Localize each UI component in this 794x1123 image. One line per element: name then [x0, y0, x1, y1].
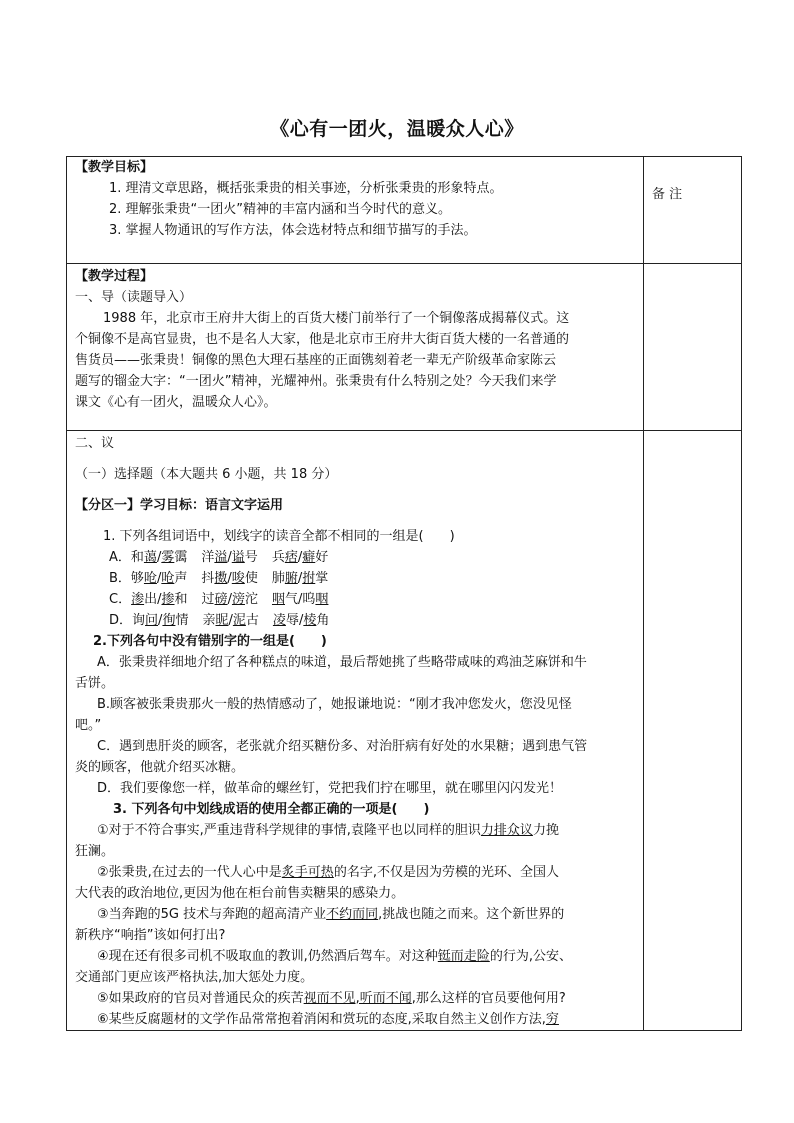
char: 掌 [315, 571, 329, 586]
char: 情 [175, 613, 189, 628]
underlined-char: 痞 [284, 550, 298, 565]
q1-option [75, 589, 639, 610]
option-letter: D． [109, 613, 133, 628]
q2-option-d: D．我们要像您一样，做革命的螺丝钉，党把我们拧在哪里，就在哪里闪闪发光！ [97, 781, 563, 796]
word-pair [273, 610, 329, 631]
char: 霭 [174, 550, 188, 565]
char: 好 [315, 550, 329, 565]
underlined-char: 谥 [231, 550, 245, 565]
intro-line: 课文《心有一团火，温暖众人心》。 [75, 395, 277, 410]
q3-sentence-5 [75, 988, 639, 1009]
text: ,那么这样的官员要他何用? [411, 991, 566, 1006]
underlined-char: 咽 [315, 592, 329, 607]
underlined-char: 蔼 [143, 550, 157, 565]
discuss-heading: 二、议 [75, 436, 115, 451]
q2-option-b: B.顾客被张秉贵那火一般的热情感动了，她报谦地说：“刚才我冲您发火，您没见怪 [97, 697, 572, 712]
word-pair [272, 547, 328, 568]
note-label: 备 注 [652, 187, 683, 202]
process-note-cell [644, 264, 742, 431]
discuss-note-cell [644, 431, 742, 1031]
option-letter: B． [109, 571, 131, 586]
char: 过 [201, 592, 215, 607]
char: 声 [174, 571, 188, 586]
underlined-idiom: 视而不见,听而不闻 [303, 991, 412, 1006]
process-sub: 一、导（读题导入） [75, 290, 193, 305]
underlined-char: 呛 [143, 571, 157, 586]
underlined-char: 磅 [214, 592, 228, 607]
q1-option [75, 610, 639, 631]
char: / [228, 613, 233, 628]
text: ②张秉贵,在过去的一代人心中是 [97, 865, 282, 880]
word-pair [131, 547, 187, 568]
underlined-idiom: 穷 [545, 1012, 559, 1027]
q3-sentence-4 [75, 946, 639, 967]
q3-sentence-6 [75, 1009, 639, 1030]
objective-item: 3. 掌握人物通讯的写作方法，体会选材特点和细节描写的手法。 [109, 223, 477, 238]
q3-sentence-4-cont: 交通部门更应该严格执法,加大惩处力度。 [75, 970, 314, 985]
word-pair [132, 610, 188, 631]
char: / [227, 571, 232, 586]
objectives-heading: 【教学目标】 [75, 160, 154, 175]
discuss-cell [67, 431, 644, 1031]
char: 辱 [285, 613, 299, 628]
process-row [67, 264, 742, 431]
text: 力挽 [532, 823, 559, 838]
char: 够 [130, 571, 144, 586]
objective-item: 2. 理解张秉贵“一团火”精神的丰富内涵和当今时代的意义。 [109, 202, 452, 217]
char: / [298, 592, 303, 607]
text: ③当奔跑的5G 技术与奔跑的超高清产业 [97, 907, 327, 922]
text: 的行为,公安、 [489, 949, 572, 964]
char: / [156, 550, 162, 565]
text: ⑥某些反腐题材的文学作品常常抱着消闲和赏玩的态度,采取自然主义创作方法, [97, 1012, 546, 1027]
q3-sentence-2-cont: 大代表的政治地位,更因为他在柜台前售卖糖果的感染力。 [75, 886, 405, 901]
word-pair [201, 547, 257, 568]
underlined-char: 渗 [131, 592, 145, 607]
underlined-char: 凌 [272, 613, 286, 628]
word-pair [201, 568, 257, 589]
discuss-row [67, 431, 742, 1031]
underlined-char: 徇 [162, 613, 176, 628]
underlined-char: 唆 [231, 571, 245, 586]
char: / [158, 613, 163, 628]
lesson-table [66, 156, 742, 1031]
word-pair [131, 589, 187, 610]
objectives-cell [67, 157, 644, 264]
underlined-char: 溢 [214, 550, 228, 565]
char: 兵 [271, 550, 285, 565]
underlined-idiom: 铤而走险 [437, 949, 490, 964]
q1-option [75, 547, 639, 568]
q2-stem: 2.下列各句中没有错别字的一组是( ) [93, 634, 327, 649]
char: 角 [316, 613, 330, 628]
char: 和 [130, 550, 144, 565]
option-letter: C． [109, 592, 132, 607]
underlined-char: 腑 [284, 571, 298, 586]
char: / [227, 550, 232, 565]
char: / [227, 592, 232, 607]
char: 沱 [244, 592, 258, 607]
char: 询 [132, 613, 146, 628]
option-letter: A． [109, 550, 131, 565]
underlined-char: 拊 [302, 571, 316, 586]
q2-option-a-cont: 舌饼。 [75, 676, 115, 691]
underlined-char: 泥 [232, 613, 246, 628]
char: 抖 [201, 571, 215, 586]
underlined-char: 咽 [271, 592, 285, 607]
underlined-char: 掺 [161, 592, 175, 607]
char: 和 [174, 592, 188, 607]
text: ①对于不符合事实,严重违背科学规律的事情,袁隆平也以同样的胆识 [97, 823, 481, 838]
underlined-idiom: 炙手可热 [281, 865, 334, 880]
underlined-char: 棱 [303, 613, 317, 628]
q2-option-c-cont: 炎的顾客，他就介绍买冰糖。 [75, 760, 245, 775]
char: 呜 [302, 592, 316, 607]
char: / [298, 613, 304, 628]
q3-sentence-3-cont: 新秩序“响指”该如何打出? [75, 928, 226, 943]
q2-option-a: A．张秉贵祥细地介绍了各种糕点的味道，最后帮她挑了些略带咸味的鸡油芝麻饼和牛 [97, 655, 587, 670]
intro-line: 个铜像不是高官显贵，也不是名人大家，他是北京市王府井大街百货大楼的一名普通的 [75, 332, 570, 347]
q3-sentence-1 [75, 820, 639, 841]
underlined-char: 昵 [215, 613, 229, 628]
section-heading: （一）选择题（本大题共 6 小题，共 18 分） [75, 467, 338, 482]
q2-option-c: C．遇到患肝炎的顾客，老张就介绍买糖份多、对治肝病有好处的水果糖；遇到患气管 [97, 739, 588, 754]
intro-line: 1988 年，北京市王府井大街上的百货大楼门前举行了一个铜像落成揭幕仪式。这 [103, 311, 570, 326]
q3-stem: 3. 下列各句中划线成语的使用全都正确的一项是( ) [113, 802, 430, 817]
q2-option-b-cont: 吧。” [75, 718, 102, 733]
char: / [297, 571, 303, 586]
underlined-idiom: 不约而同 [326, 907, 379, 922]
underlined-char: 雾 [161, 550, 175, 565]
q3-sentence-3 [75, 904, 639, 925]
objectives-row [67, 157, 742, 264]
underlined-char: 滂 [231, 592, 245, 607]
q1-option [75, 568, 639, 589]
char: 肺 [271, 571, 285, 586]
char: 气 [285, 592, 299, 607]
word-pair [272, 589, 328, 610]
char: 号 [244, 550, 258, 565]
char: 洋 [201, 550, 215, 565]
q3-sentence-1-cont: 狂澜。 [75, 844, 115, 859]
word-pair [202, 610, 258, 631]
word-pair [202, 589, 258, 610]
char: 古 [245, 613, 259, 628]
text: ⑤如果政府的官员对普通民众的疾苦 [97, 991, 304, 1006]
char: / [156, 571, 162, 586]
intro-line: 题写的镏金大字：“一团火”精神，光耀神州。张秉贵有什么特别之处？今天我们来学 [75, 374, 557, 389]
q3-sentence-2 [75, 862, 639, 883]
word-pair [131, 568, 187, 589]
process-cell [67, 264, 644, 431]
char: 亲 [202, 613, 216, 628]
char: 使 [244, 571, 258, 586]
intro-line: 售货员——张秉贵！铜像的黑色大理石基座的正面镌刻着老一辈无产阶级革命家陈云 [75, 353, 557, 368]
word-pair [272, 568, 328, 589]
underlined-char: 问 [145, 613, 159, 628]
q1-stem: 1. 下列各组词语中，划线字的读音全都不相同的一组是( ) [103, 529, 455, 544]
char: / [297, 550, 303, 565]
text: 的名字,不仅是因为劳模的光环、全国人 [333, 865, 559, 880]
underlined-char: 癖 [302, 550, 316, 565]
note-cell [644, 157, 742, 264]
underlined-char: 擞 [214, 571, 228, 586]
zone-heading: 【分区一】学习目标：语言文字运用 [75, 498, 284, 513]
underlined-idiom: 力排众议 [480, 823, 533, 838]
process-heading: 【教学过程】 [75, 269, 154, 284]
page-title: 《心有一团火，温暖众人心》 [270, 118, 524, 140]
q1-options [75, 547, 639, 631]
text: ,挑战也随之而来。这个新世界的 [378, 907, 565, 922]
text: ④现在还有很多司机不吸取血的教训,仍然酒后驾车。对这种 [97, 949, 438, 964]
underlined-char: 呛 [161, 571, 175, 586]
char: / [157, 592, 162, 607]
objective-item: 1. 理清文章思路，概括张秉贵的相关事迹，分析张秉贵的形象特点。 [109, 181, 503, 196]
char: 出 [144, 592, 158, 607]
